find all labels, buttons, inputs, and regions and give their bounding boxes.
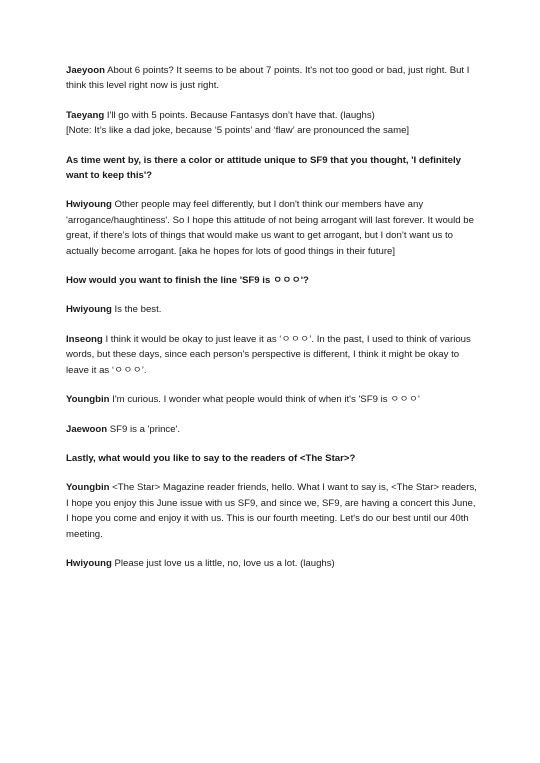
question-unique-color (66, 153, 480, 184)
question-finish-line (66, 273, 480, 288)
question-text: As time went by, is there a color or attitude unique to SF9 that you thought, 'I definitely want to keep this'? (66, 154, 461, 182)
question-text: Lastly, what would you like to say to the readers of <The Star>? (66, 452, 356, 464)
speaker-name: Hwiyoung (66, 199, 112, 211)
speaker-name: Taeyang (66, 109, 105, 121)
answer-hwiyoung-best (66, 302, 480, 317)
speaker-name: Inseong (66, 333, 103, 345)
answer-text: Is the best. (111, 304, 162, 316)
answer-youngbin-curious (66, 392, 480, 407)
speaker-name: Jaewoon (66, 423, 108, 435)
speaker-name: Jaeyoon (66, 65, 105, 76)
answer-text: About 6 points? It seems to be about 7 points. It's not too good or bad, just right. But I think this level right now is just right. (66, 65, 470, 92)
speaker-name: Hwiyoung (66, 304, 112, 316)
speaker-name: Youngbin (66, 394, 110, 406)
answer-text: SF9 is a 'prince'. (107, 423, 181, 435)
answer-inseong (66, 332, 480, 378)
speaker-name: Youngbin (66, 482, 110, 494)
answer-jaewoon (66, 422, 480, 437)
speaker-name: Hwiyoung (66, 557, 112, 569)
translator-note: [Note: It’s like a dad joke, because ‘5 points’ and ‘flaw’ are pronounced the same] (66, 125, 410, 137)
answer-text: I think it would be okay to just leave it as ‘ㅇㅇㅇ’. In the past, I used to think of various words, but these days, since each person's perspective is different, I think it might be okay to leave it as ‘ㅇㅇㅇ’. (66, 333, 471, 376)
answer-hwiyoung-arrogance (66, 197, 480, 259)
answer-text: <The Star> Magazine reader friends, hello. What I want to say is, <The Star> readers, I hope you enjoy this June issue with us SF9, and since we, SF9, are having a concert this June, I hope you come and enjoy it with us. This is our fourth meeting. Let's do our best until our 40th meeting. (66, 482, 477, 540)
question-readers (66, 451, 480, 466)
answer-hwiyoung-love (66, 556, 480, 571)
question-text: How would you want to finish the line 'SF9 is ㅇㅇㅇ'? (66, 275, 309, 287)
answer-text: I'm curious. I wonder what people would think of when it's 'SF9 is ㅇㅇㅇ' (109, 394, 420, 406)
answer-youngbin-readers (66, 480, 480, 542)
answer-taeyang (66, 108, 480, 139)
answer-jaeyoon (66, 63, 480, 94)
answer-text: Please just love us a little, no, love us a lot. (laughs) (111, 557, 335, 569)
answer-text: I'll go with 5 points. Because Fantasys don’t have that. (laughs) (104, 109, 375, 121)
answer-text: Other people may feel differently, but I don't think our members have any 'arrogance/haughtiness'. So I hope this attitude of not being arrogant will last forever. It would be great, if there’s lots of things that would make us want to get arrogant, but I don’t want us to actually become arrogant. [aka he hopes for lots of good things in their future] (66, 199, 474, 257)
